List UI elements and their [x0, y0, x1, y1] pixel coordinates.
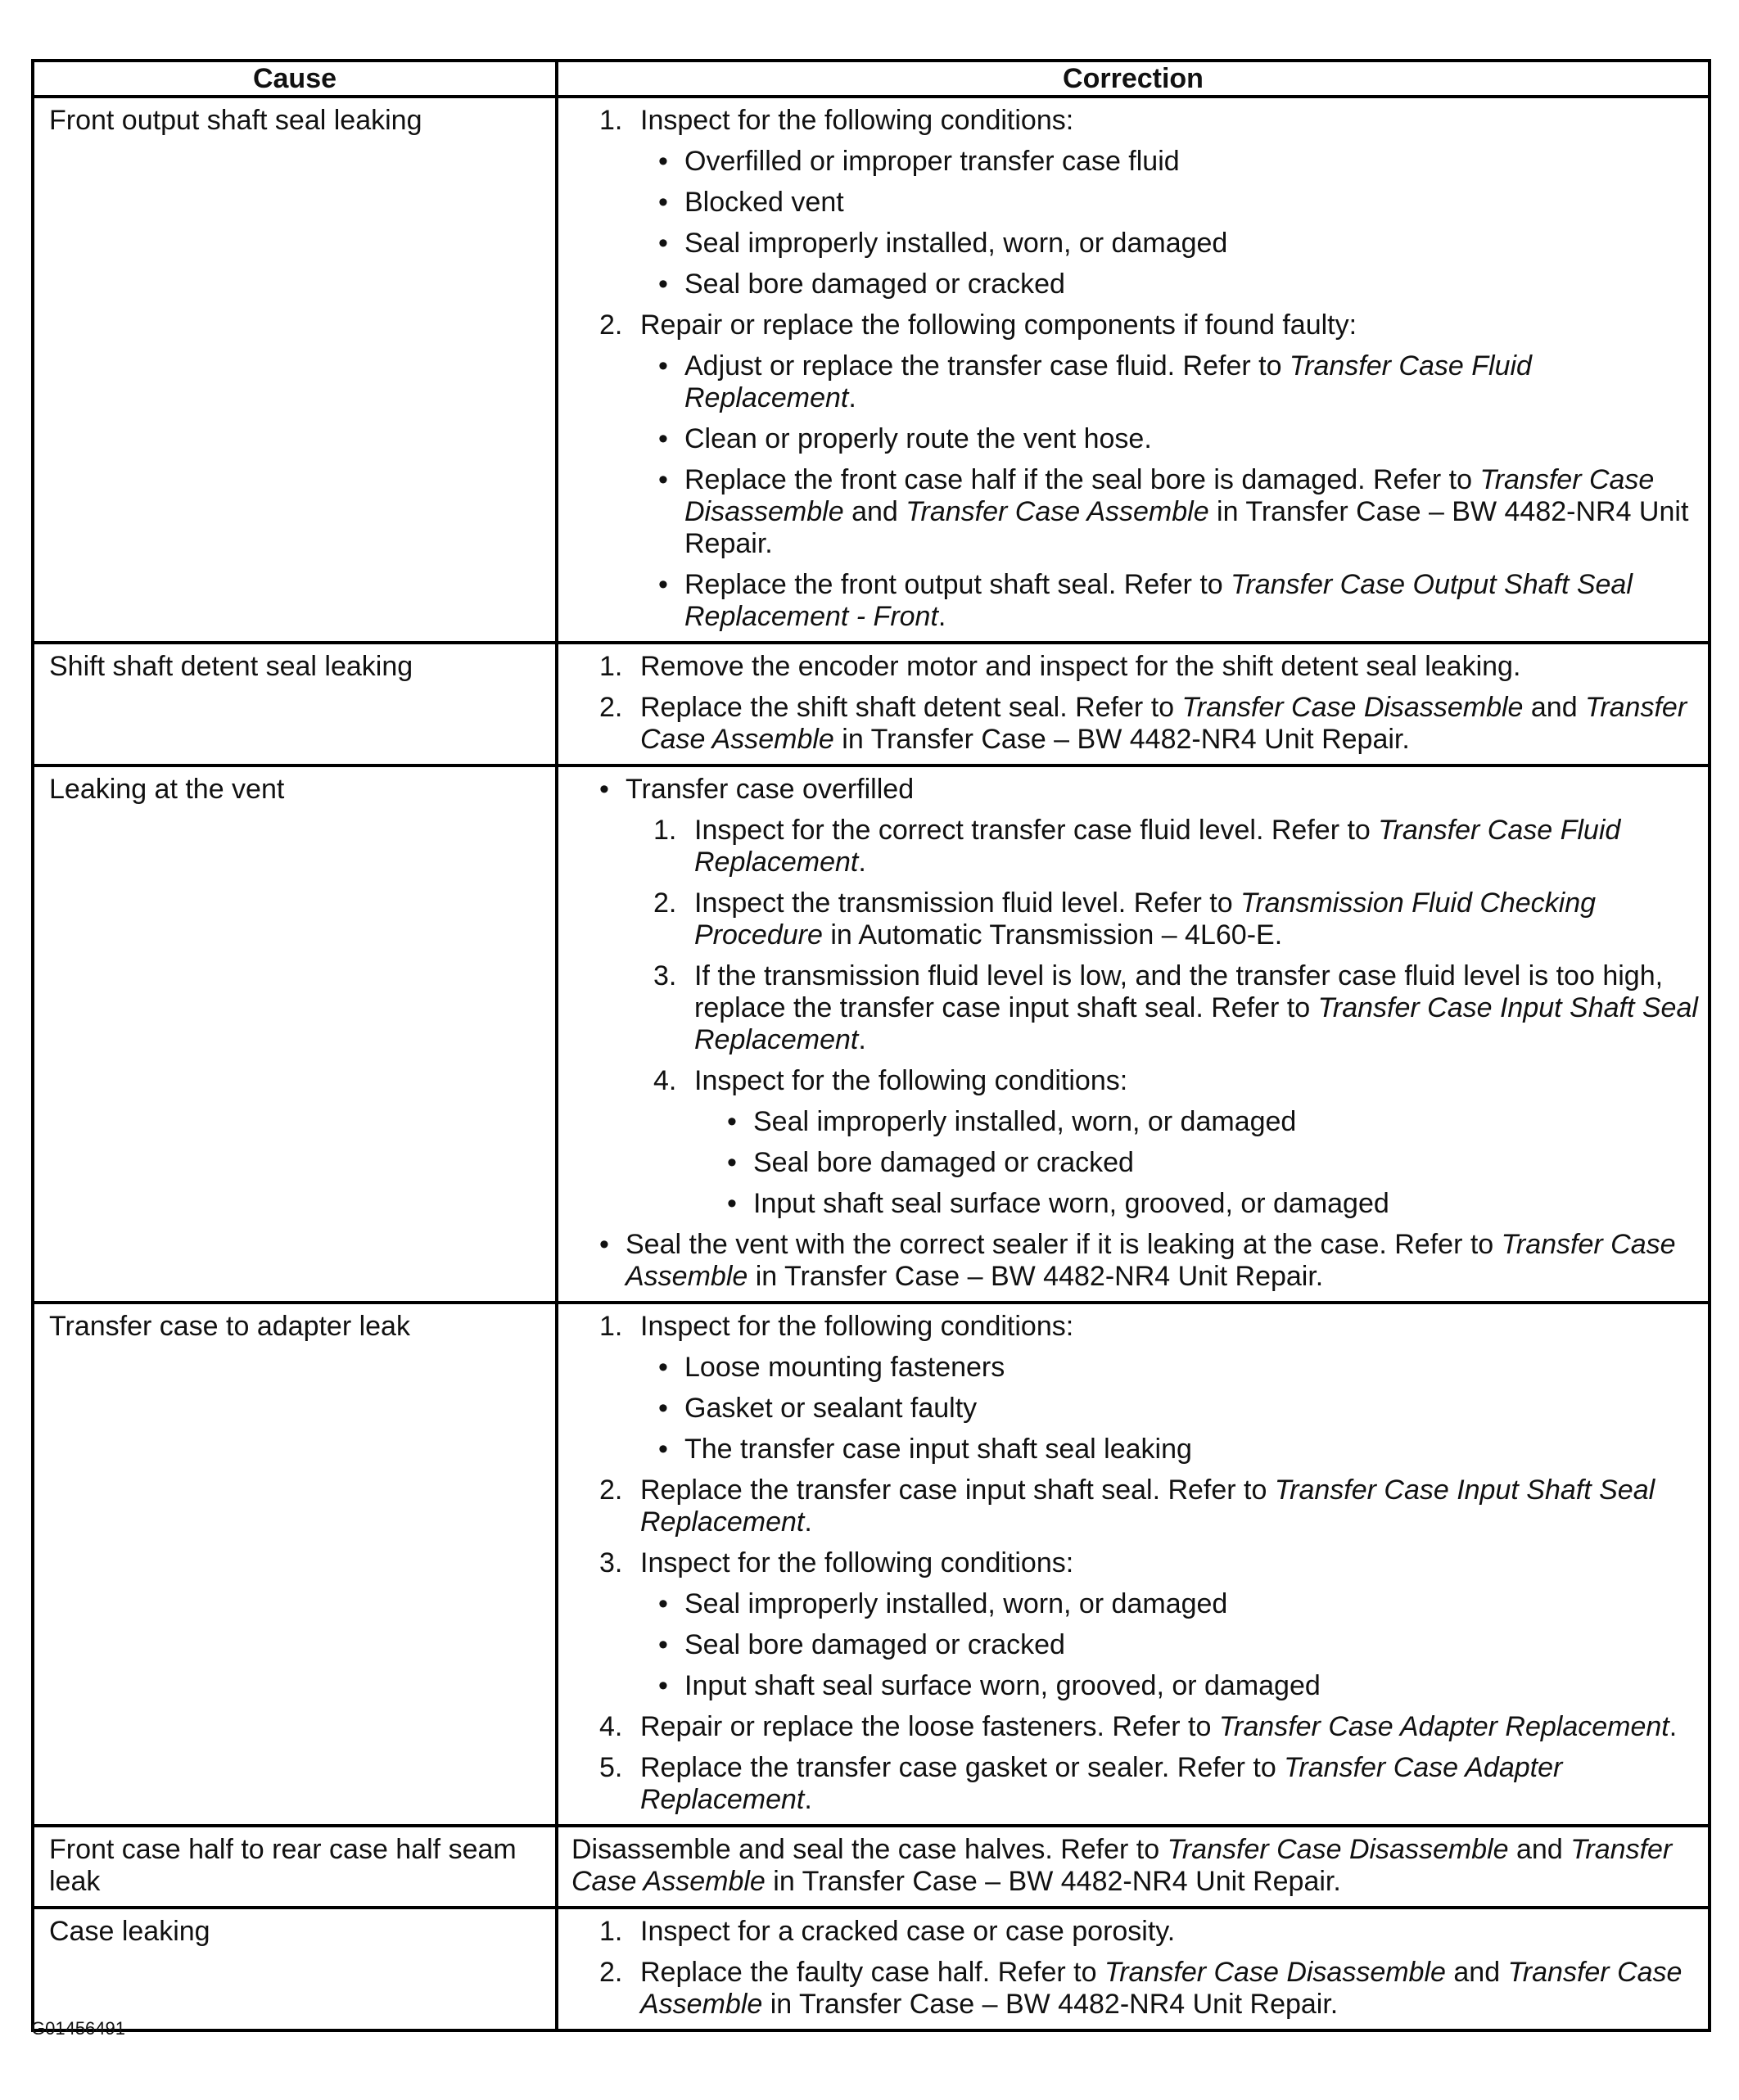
step-text	[640, 1475, 1700, 1538]
step-text	[694, 887, 1700, 951]
text-run: and	[1523, 692, 1586, 723]
bullet-icon: •	[727, 1147, 737, 1178]
bullet-text: Clean or properly route the vent hose.	[684, 423, 1152, 454]
step-item	[571, 815, 1700, 878]
bullet-text: Gasket or sealant faulty	[684, 1393, 978, 1424]
step-text: Inspect for the following conditions:	[694, 1065, 1128, 1096]
bullet-text	[684, 464, 1700, 560]
step-item	[571, 309, 1700, 341]
cause-cell: Front output shaft seal leaking	[33, 97, 557, 643]
table-row	[33, 1826, 1710, 1908]
step-text: Inspect for the following conditions:	[640, 1547, 1074, 1578]
bullet-icon: •	[658, 350, 668, 382]
bullet-item	[571, 1588, 1700, 1620]
bullet-text: Input shaft seal surface worn, grooved, or damaged	[753, 1188, 1389, 1219]
bullet-text: Seal improperly installed, worn, or damaged	[684, 1588, 1228, 1619]
step-text	[640, 1752, 1700, 1816]
text-run: Replace the transfer case input shaft seal. Refer to	[640, 1475, 1275, 1506]
table-row	[33, 765, 1710, 1303]
diagnosis-table	[31, 59, 1711, 2032]
step-number: 1.	[653, 815, 677, 846]
text-run: and	[1445, 1957, 1508, 1988]
step-text	[640, 1957, 1700, 2021]
step-number: 5.	[599, 1752, 623, 1783]
correction-cell	[557, 643, 1710, 765]
bullet-icon: •	[658, 1588, 668, 1619]
bullet-item	[571, 1670, 1700, 1702]
bullet-item	[571, 569, 1700, 633]
text-run: Disassemble and seal the case halves. Refer to	[571, 1834, 1168, 1865]
cause-cell: Leaking at the vent	[33, 765, 557, 1303]
procedure-reference: Transfer Case Assemble	[906, 496, 1209, 527]
text-run: in Transfer Case – BW 4482-NR4 Unit Repair.	[765, 1866, 1341, 1897]
text-run: Replace the shift shaft detent seal. Refer to	[640, 692, 1182, 723]
step-item	[571, 651, 1700, 683]
correction-header: Correction	[557, 61, 1710, 97]
text-run: in Transfer Case – BW 4482-NR4 Unit Repair.	[684, 496, 1689, 559]
bullet-text: Seal bore damaged or cracked	[753, 1147, 1134, 1178]
bullet-text: Loose mounting fasteners	[684, 1352, 1005, 1383]
procedure-reference: Transfer Case Fluid Replacement	[694, 815, 1621, 878]
bullet-icon: •	[599, 774, 609, 805]
step-item	[571, 960, 1700, 1056]
step-item	[571, 1711, 1700, 1743]
table-row	[33, 643, 1710, 765]
procedure-reference: Transfer Case Output Shaft Seal Replacement - Front	[684, 569, 1633, 632]
step-text	[640, 1711, 1700, 1743]
procedure-reference: Transfer Case Input Shaft Seal Replacement	[694, 992, 1698, 1055]
text-run: and	[1508, 1834, 1571, 1865]
bullet-icon: •	[727, 1106, 737, 1137]
bullet-item	[571, 269, 1700, 300]
step-number: 2.	[599, 309, 623, 341]
bullet-item	[571, 1106, 1700, 1138]
step-item	[571, 105, 1700, 137]
cause-cell: Transfer case to adapter leak	[33, 1303, 557, 1826]
bullet-item	[571, 1188, 1700, 1220]
step-text	[640, 692, 1700, 756]
bullet-item	[571, 1352, 1700, 1384]
procedure-reference: Transfer Case Assemble	[571, 1834, 1673, 1897]
procedure-reference: Transfer Case Disassemble	[1181, 692, 1524, 723]
text-run: Replace the front case half if the seal bore is damaged. Refer to	[684, 464, 1480, 495]
cause-header: Cause	[33, 61, 557, 97]
bullet-item	[571, 228, 1700, 260]
step-text: Inspect for the following conditions:	[640, 105, 1074, 136]
procedure-reference: Transfer Case Disassemble	[1167, 1834, 1509, 1865]
table-row	[33, 1908, 1710, 2030]
step-number: 1.	[599, 1311, 623, 1342]
bullet-item	[571, 1434, 1700, 1465]
bullet-item	[571, 1229, 1700, 1293]
cause-cell: Shift shaft detent seal leaking	[33, 643, 557, 765]
bullet-icon: •	[658, 146, 668, 177]
bullet-item	[571, 187, 1700, 219]
correction-cell	[557, 1303, 1710, 1826]
procedure-reference: Transfer Case Adapter Replacement	[1218, 1711, 1669, 1742]
step-text	[694, 815, 1700, 878]
step-item	[571, 1547, 1700, 1579]
procedure-reference: Transfer Case Disassemble	[684, 464, 1655, 527]
bullet-item	[571, 774, 1700, 806]
step-number: 2.	[599, 1957, 623, 1988]
step-text: Remove the encoder motor and inspect for the shift detent seal leaking.	[640, 651, 1521, 682]
bullet-icon: •	[658, 464, 668, 495]
step-number: 1.	[599, 651, 623, 682]
step-item	[571, 1957, 1700, 2021]
text-run: in Transfer Case – BW 4482-NR4 Unit Repair.	[762, 1989, 1339, 2020]
text-run: .	[937, 601, 946, 632]
text-run: Repair or replace the loose fasteners. Refer to	[640, 1711, 1219, 1742]
step-number: 4.	[599, 1711, 623, 1742]
step-item	[571, 1752, 1700, 1816]
bullet-text: Blocked vent	[684, 187, 844, 218]
bullet-item	[571, 146, 1700, 178]
text-run: .	[858, 1024, 866, 1055]
correction-cell	[557, 1826, 1710, 1908]
correction-cell	[557, 1908, 1710, 2030]
text-run: in Automatic Transmission – 4L60-E.	[822, 919, 1283, 951]
table-row	[33, 97, 1710, 643]
text-run: .	[858, 847, 866, 878]
text-run: in Transfer Case – BW 4482-NR4 Unit Repair.	[833, 724, 1410, 755]
text-run: If the transmission fluid level is low, and the transfer case fluid level is too high, replace the transfer case input shaft seal. Refer to	[694, 960, 1664, 1023]
bullet-text: Transfer case overfilled	[626, 774, 915, 805]
text-run: in Transfer Case – BW 4482-NR4 Unit Repair.	[748, 1261, 1324, 1292]
bullet-icon: •	[658, 187, 668, 218]
bullet-text	[684, 569, 1700, 633]
bullet-icon: •	[727, 1188, 737, 1219]
procedure-reference: Transmission Fluid Checking Procedure	[694, 887, 1597, 951]
step-number: 3.	[653, 960, 677, 991]
procedure-reference: Transfer Case Adapter Replacement	[640, 1752, 1563, 1815]
bullet-icon: •	[599, 1229, 609, 1260]
step-text	[694, 960, 1700, 1056]
bullet-item	[571, 1147, 1700, 1179]
bullet-icon: •	[658, 269, 668, 300]
bullet-text: The transfer case input shaft seal leaking	[684, 1434, 1192, 1465]
step-item	[571, 692, 1700, 756]
bullet-icon: •	[658, 423, 668, 454]
step-item	[571, 1475, 1700, 1538]
step-number: 2.	[599, 692, 623, 723]
bullet-text: Seal improperly installed, worn, or damaged	[684, 228, 1228, 259]
correction-cell	[557, 97, 1710, 643]
bullet-text: Seal bore damaged or cracked	[684, 269, 1065, 300]
step-number: 4.	[653, 1065, 677, 1096]
step-text: Inspect for the following conditions:	[640, 1311, 1074, 1342]
text-run: .	[848, 382, 856, 413]
figure-id: G01456491	[31, 2018, 125, 2039]
table-row	[33, 1303, 1710, 1826]
step-number: 3.	[599, 1547, 623, 1578]
bullet-text: Overfilled or improper transfer case fluid	[684, 146, 1180, 177]
bullet-icon: •	[658, 569, 668, 600]
text-run: .	[804, 1784, 812, 1815]
step-number: 2.	[653, 887, 677, 919]
bullet-icon: •	[658, 1352, 668, 1383]
step-text: Inspect for a cracked case or case porosity.	[640, 1916, 1176, 1947]
procedure-reference: Transfer Case Disassemble	[1104, 1957, 1446, 1988]
bullet-text: Input shaft seal surface worn, grooved, or damaged	[684, 1670, 1321, 1701]
text-run: .	[1669, 1711, 1678, 1742]
correction-cell	[557, 765, 1710, 1303]
bullet-item	[571, 1629, 1700, 1661]
procedure-reference: Transfer Case Input Shaft Seal Replacement	[640, 1475, 1655, 1538]
cause-cell: Front case half to rear case half seam leak	[33, 1826, 557, 1908]
bullet-icon: •	[658, 228, 668, 259]
bullet-text: Seal bore damaged or cracked	[684, 1629, 1065, 1660]
text-run: Inspect for the correct transfer case fluid level. Refer to	[694, 815, 1379, 846]
bullet-item	[571, 1393, 1700, 1425]
table-header-row	[33, 61, 1710, 97]
cause-cell: Case leaking	[33, 1908, 557, 2030]
step-item	[571, 887, 1700, 951]
step-text: Repair or replace the following components if found faulty:	[640, 309, 1357, 341]
procedure-reference: Transfer Case Assemble	[626, 1229, 1676, 1292]
text-run: Inspect the transmission fluid level. Refer to	[694, 887, 1241, 919]
text-run: Adjust or replace the transfer case fluid. Refer to	[684, 350, 1290, 382]
bullet-text	[684, 350, 1700, 414]
bullet-icon: •	[658, 1434, 668, 1465]
text-run: .	[804, 1506, 812, 1538]
text-run: and	[843, 496, 906, 527]
correction-paragraph	[571, 1834, 1700, 1898]
document-page	[31, 59, 1708, 2032]
procedure-reference: Transfer Case Fluid Replacement	[684, 350, 1532, 413]
procedure-reference: Transfer Case Assemble	[640, 692, 1687, 755]
step-number: 1.	[599, 105, 623, 136]
text-run: Replace the front output shaft seal. Refer to	[684, 569, 1231, 600]
step-number: 1.	[599, 1916, 623, 1947]
step-item	[571, 1916, 1700, 1948]
text-run: Replace the transfer case gasket or sealer. Refer to	[640, 1752, 1285, 1783]
procedure-reference: Transfer Case Assemble	[640, 1957, 1683, 2020]
bullet-item	[571, 423, 1700, 455]
text-run: Replace the faulty case half. Refer to	[640, 1957, 1104, 1988]
bullet-item	[571, 350, 1700, 414]
text-run: Seal the vent with the correct sealer if it is leaking at the case. Refer to	[626, 1229, 1502, 1260]
bullet-text: Seal improperly installed, worn, or damaged	[753, 1106, 1297, 1137]
bullet-icon: •	[658, 1393, 668, 1424]
step-item	[571, 1311, 1700, 1343]
step-number: 2.	[599, 1475, 623, 1506]
bullet-item	[571, 464, 1700, 560]
step-item	[571, 1065, 1700, 1097]
bullet-icon: •	[658, 1670, 668, 1701]
bullet-icon: •	[658, 1629, 668, 1660]
bullet-text	[626, 1229, 1700, 1293]
